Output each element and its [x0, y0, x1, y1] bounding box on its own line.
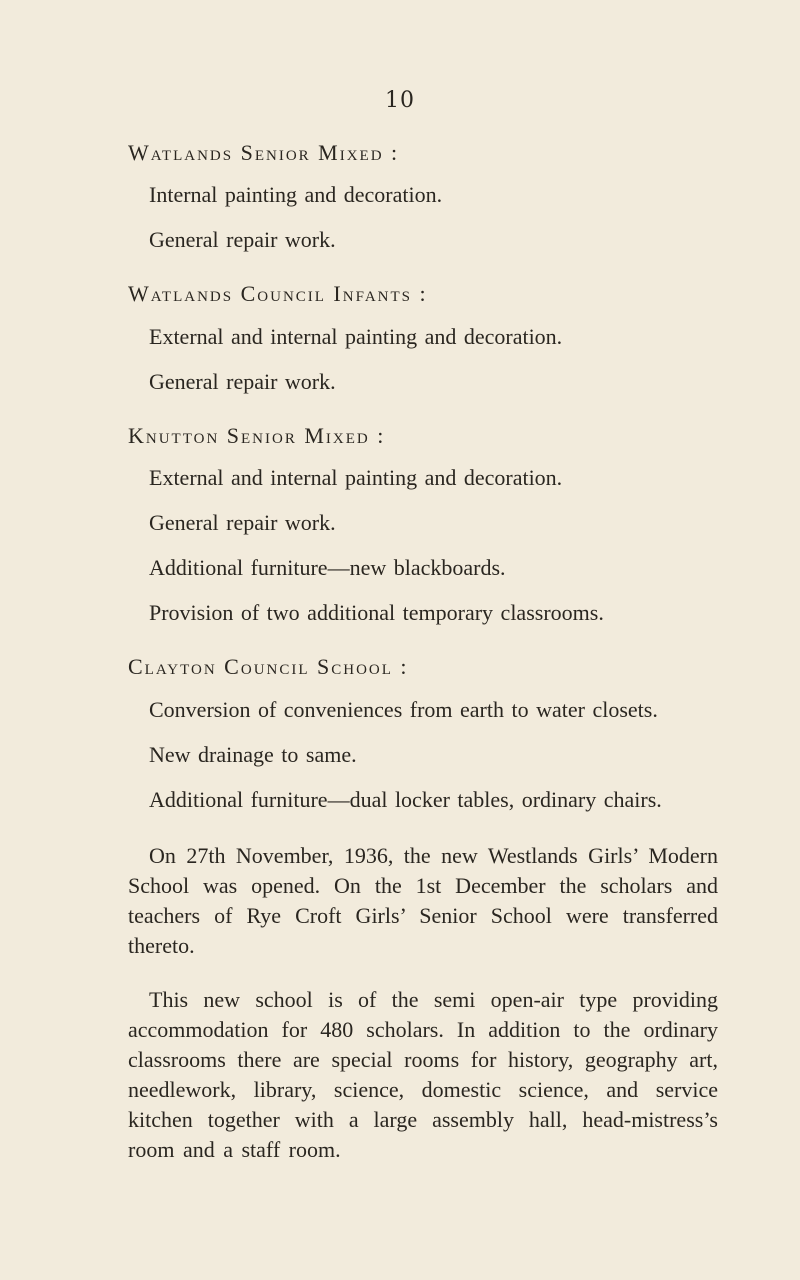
section-heading: Watlands Council Infants :: [128, 281, 428, 307]
work-item: Conversion of conveniences from earth to water closets.: [149, 696, 658, 722]
body-paragraph: This new school is of the semi open-air type providing accommodation for 480 scholars. In addition to the ordinary classrooms there are special rooms for history, geography art, needlework, library, science, domestic science, and service kitchen together with a large assembly hall, head-mistress’s room and a staff room.: [128, 986, 718, 1162]
section-heading: Knutton Senior Mixed :: [128, 422, 386, 448]
work-item: New drainage to same.: [149, 741, 357, 767]
page-number: 10: [385, 88, 415, 113]
section-watlands-senior-mixed: [128, 140, 718, 255]
work-item: General repair work.: [149, 227, 336, 253]
body-paragraph: On 27th November, 1936, the new Westlands Girls’ Modern School was opened. On the 1st December the scholars and teachers of Rye Croft Girls’ Senior School were transferred thereto.: [128, 842, 718, 958]
work-item: Internal painting and decoration.: [149, 182, 443, 208]
work-item: General repair work.: [149, 368, 336, 394]
work-item: Additional furniture—dual locker tables, ordinary chairs.: [149, 786, 662, 812]
work-item: General repair work.: [149, 510, 336, 536]
page-content: [128, 140, 718, 1189]
work-item: Additional furniture—new blackboards.: [149, 555, 506, 581]
section-knutton-senior-mixed: [128, 423, 718, 628]
work-item: External and internal painting and decoration.: [149, 323, 563, 349]
section-watlands-council-infants: [128, 281, 718, 396]
work-item-list: [128, 322, 718, 397]
section-clayton-council-school: [128, 654, 718, 814]
section-heading: Clayton Council School :: [128, 654, 409, 680]
section-heading: Watlands Senior Mixed :: [128, 140, 400, 165]
work-item-list: [128, 180, 718, 255]
work-item-list: [128, 463, 718, 628]
work-item-list: [128, 695, 718, 815]
work-item: Provision of two additional temporary classrooms.: [149, 600, 604, 626]
work-item: External and internal painting and decoration.: [149, 465, 563, 491]
